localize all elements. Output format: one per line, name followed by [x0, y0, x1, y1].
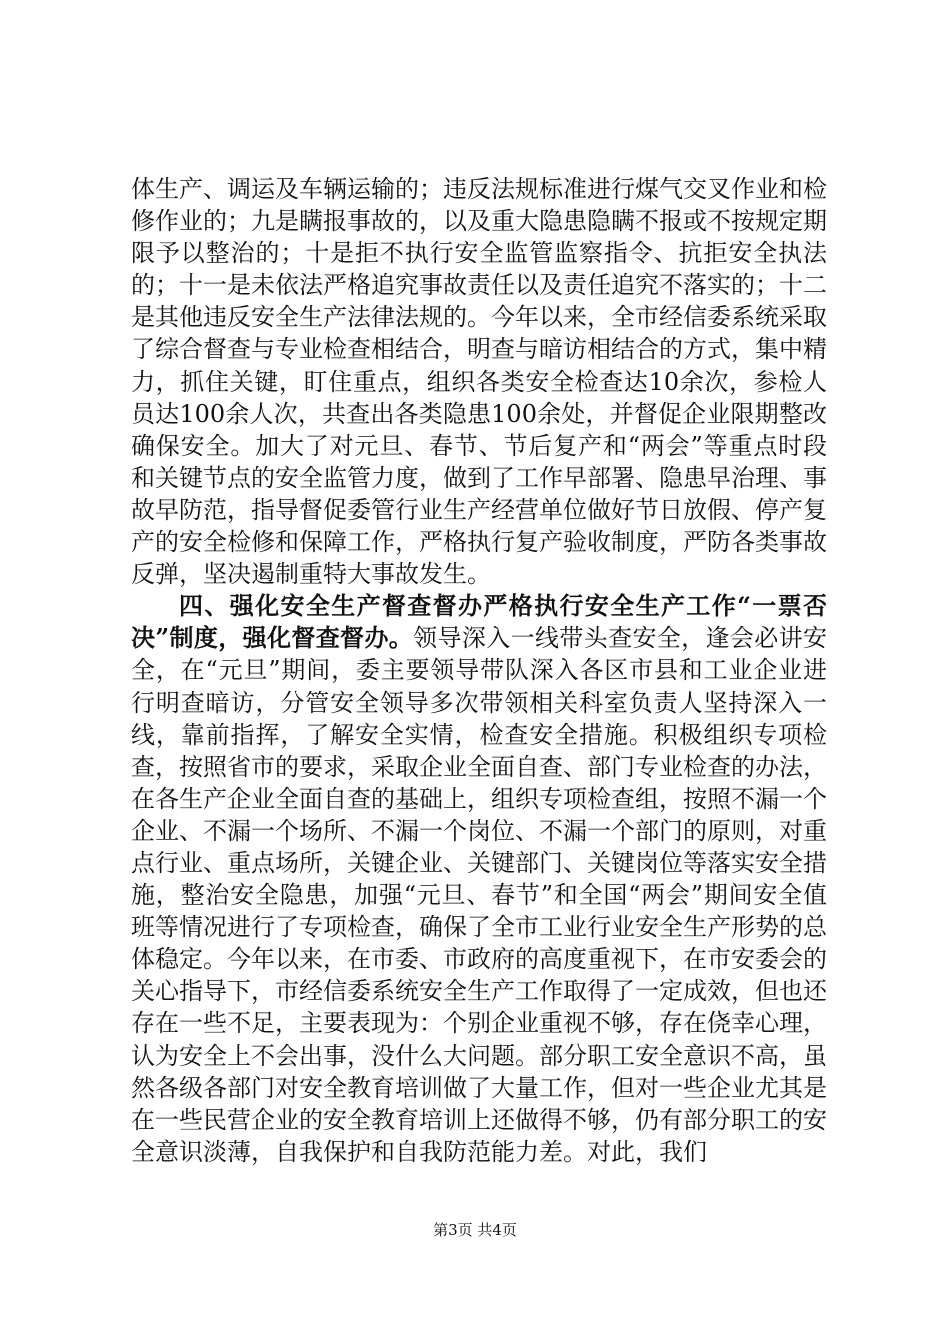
body-paragraph: 体生产、调运及车辆运输的；违反法规标准进行煤气交叉作业和检修作业的；九是瞒报事故的，以及重大隐患隐瞒不报或不按规定期限予以整治的；十是拒不执行安全监管监察指令、抗拒安全执法的；十一是未依法严格追究事故责任以及责任追究不落实的；十二是其他违反安全生产法律法规的。今年以来，全市经信委系统采取了综合督查与专业检查相结合，明查与暗访相结合的方式，集中精力，抓住关键，盯住重点，组织各类安全检查达10余次，参检人员达100余人次，共查出各类隐患100余处，并督促企业限期整改确保安全。加大了对元旦、春节、节后复产和“两会”等重点时段和关键节点的安全监管力度，做到了工作早部署、隐患早治理、事故早防范，指导督促委管行业生产经营单位做好节日放假、停产复产的安全检修和保障工作，严格执行复产验收制度，严防各类事故反弹，坚决遏制重特大事故发生。 [131, 175, 827, 589]
page-footer: 第3页 共4页 [433, 1221, 517, 1239]
document-body [131, 173, 827, 1168]
section-body-text: 领导深入一线带头查安全，逢会必讲安全，在“元旦”期间，委主要领导带队深入各区市县和工业企业进行明查暗访，分管安全领导多次带领相关科室负责人坚持深入一线，靠前指挥，了解安全实情，检查安全措施。积极组织专项检查，按照省市的要求，采取企业全面自查、部门专业检查的办法，在各生产企业全面自查的基础上，组织专项检查组，按照不漏一个企业、不漏一个场所、不漏一个岗位、不漏一个部门的原则，对重点行业、重点场所，关键企业、关键部门、关键岗位等落实安全措施，整治安全隐患，加强“元旦、春节”和全国“两会”期间安全值班等情况进行了专项检查，确保了全市工业行业安全生产形势的总体稳定。今年以来，在市委、市政府的高度重视下，在市安委会的关心指导下，市经信委系统安全生产工作取得了一定成效，但也还存在一些不足，主要表现为：个别企业重视不够，存在侥幸心理，认为安全上不会出事，没什么大问题。部分职工安全意识不高，虽然各级各部门对安全教育培训做了大量工作，但对一些企业尤其是在一些民营企业的安全教育培训上还做得不够，仍有部分职工的安全意识淡薄，自我保护和自我防范能力差。对此，我们 [131, 624, 827, 1166]
section-four-paragraph [131, 590, 827, 1168]
section-heading: 四、强化安全生产督查督办严格执行安全生产工作“一票否决”制度，强化督查督办。 [131, 591, 827, 653]
